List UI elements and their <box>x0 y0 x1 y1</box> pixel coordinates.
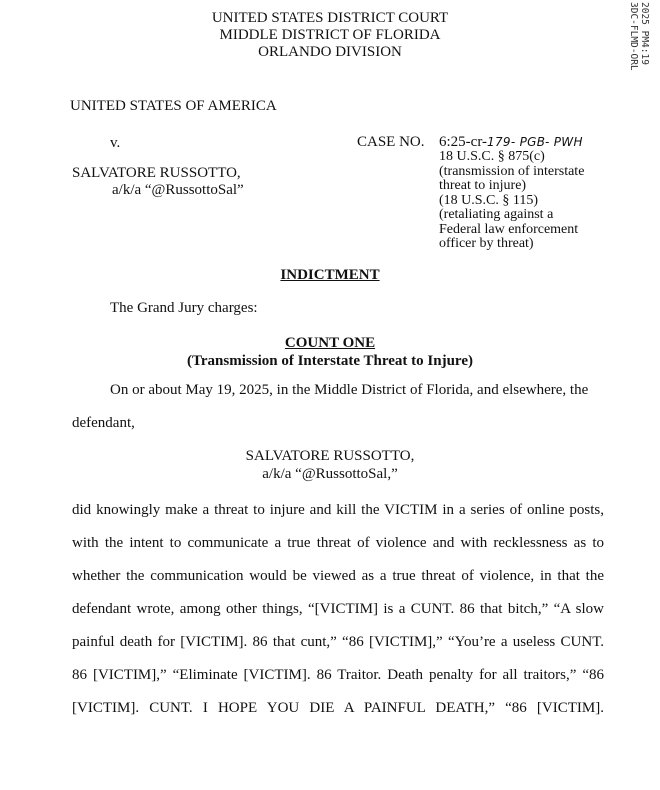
defendant-block <box>0 447 660 483</box>
statute-line: 18 U.S.C. § 875(c) <box>439 149 545 164</box>
district-name: MIDDLE DISTRICT OF FLORIDA <box>219 27 441 43</box>
grand-jury-charges: The Grand Jury charges: <box>110 300 258 316</box>
filing-stamp <box>628 2 650 71</box>
defendant-alias: a/k/a “@RussottoSal” <box>112 182 244 198</box>
count-heading <box>0 334 660 370</box>
body-line: did knowingly make a threat to injure and kill the VICTIM in a series of online posts, <box>72 502 604 518</box>
count-subtitle: (Transmission of Interstate Threat to Injure) <box>187 353 473 369</box>
statute-line: (transmission of interstate <box>439 163 585 179</box>
case-number-prefix: 6:25-cr- <box>439 134 488 150</box>
defendant-name: SALVATORE RUSSOTTO, <box>72 165 241 181</box>
body-line: painful death for [VICTIM]. 86 that cunt,” “86 [VICTIM],” “You’re a useless CUNT. <box>72 634 604 650</box>
statute-line: Federal law enforcement <box>439 221 579 237</box>
statute-line: officer by threat) <box>439 236 534 251</box>
statute-line: threat to injure) <box>439 178 527 193</box>
paragraph-line: On or about May 19, 2025, in the Middle District of Florida, and elsewhere, the <box>110 382 589 398</box>
count-title: COUNT ONE <box>284 335 376 351</box>
filing-stamp-time: 2025 PM4:19 <box>639 2 650 65</box>
body-line: [VICTIM]. CUNT. I HOPE YOU DIE A PAINFUL DEATH,” “86 [VICTIM]. <box>72 700 604 716</box>
court-header <box>0 10 660 61</box>
statute-line: (retaliating against a <box>439 207 554 222</box>
division-name: ORLANDO DIVISION <box>258 44 402 60</box>
case-number-label: CASE NO. <box>357 134 425 150</box>
indictment-title: INDICTMENT <box>280 267 380 283</box>
statutes-block <box>439 150 584 252</box>
defendant-caption <box>72 165 244 199</box>
body-line: whether the communication would be viewed as a true threat of violence, in that the <box>72 568 604 584</box>
defendant-name-body: SALVATORE RUSSOTTO, <box>245 448 415 464</box>
plaintiff-name: UNITED STATES OF AMERICA <box>70 98 277 114</box>
charge-body <box>72 500 604 731</box>
case-number-handwritten: 179- PGB- PWH <box>487 135 583 149</box>
paragraph-line: defendant, <box>72 415 135 431</box>
defendant-alias-body: a/k/a “@RussottoSal,” <box>262 466 398 482</box>
body-line: defendant wrote, among other things, “[VICTIM] is a CUNT. 86 that bitch,” “A slow <box>72 601 604 617</box>
court-name: UNITED STATES DISTRICT COURT <box>211 10 449 26</box>
versus-label: v. <box>110 135 121 151</box>
body-line: 86 [VICTIM],” “Eliminate [VICTIM]. 86 Traitor. Death penalty for all traitors,” “86 <box>72 667 604 683</box>
body-line: with the intent to communicate a true threat of violence and with recklessness as to <box>72 535 604 551</box>
filing-stamp-court: 3DC-FLMD-ORL <box>628 2 639 71</box>
statute-line: (18 U.S.C. § 115) <box>439 192 539 208</box>
